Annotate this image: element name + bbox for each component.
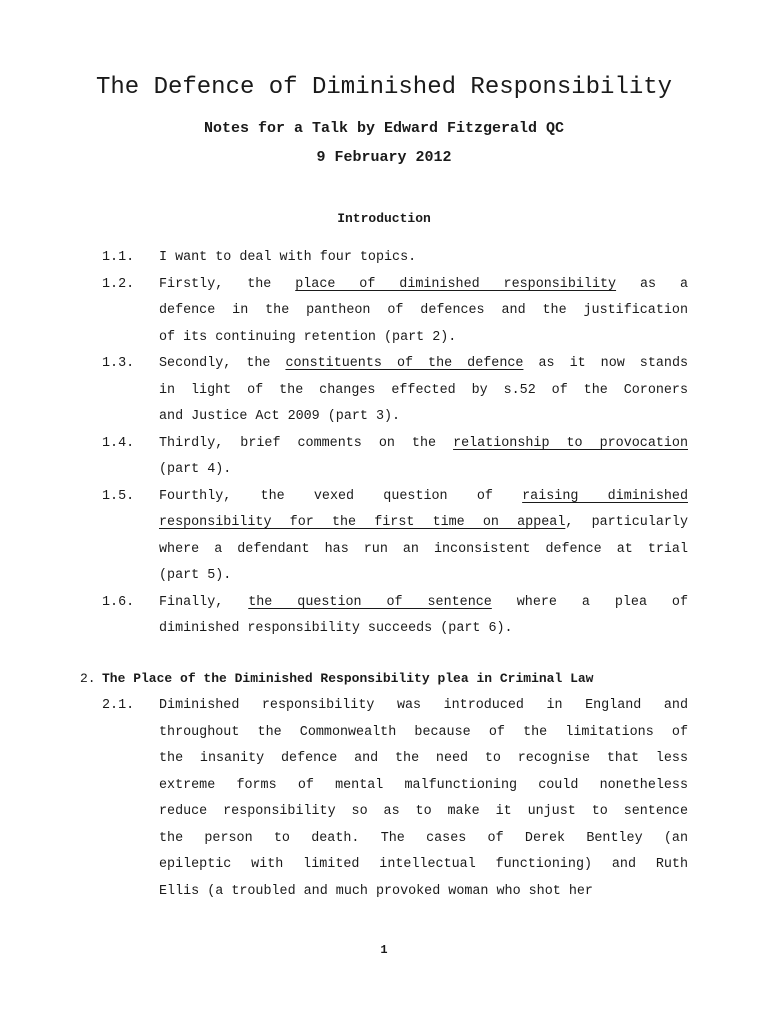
- page-number: 1: [380, 943, 388, 957]
- text-run: Diminished responsibility was introduced in England and: [159, 698, 688, 713]
- paragraph-line: [159, 351, 688, 378]
- paragraph-line: [159, 537, 688, 564]
- paragraph-line: [159, 378, 688, 405]
- paragraph-number: 1.3.: [102, 356, 135, 371]
- text-run: Firstly, the: [159, 276, 296, 292]
- paragraph-line: [159, 773, 688, 800]
- text-run: and Justice Act 2009 (part 3).: [159, 409, 401, 424]
- paragraph-number: 1.5.: [102, 488, 135, 504]
- paragraph-number: 1.1.: [102, 250, 135, 265]
- paragraph-line: [159, 852, 688, 879]
- paragraph-line: [159, 245, 688, 272]
- paragraph-text: [159, 245, 688, 272]
- paragraph-line: [159, 563, 688, 590]
- underlined-phrase: responsibility for the first time on appeal: [159, 515, 566, 530]
- paragraph-line: [159, 325, 688, 352]
- part-2-number: 2.: [80, 671, 96, 686]
- paragraph-line: [159, 693, 688, 720]
- part-2-heading: [80, 668, 680, 690]
- paragraph-text: [159, 351, 688, 431]
- paragraph-line: [159, 457, 688, 484]
- text-run: (part 5).: [159, 568, 232, 583]
- text-run: as it now stands: [523, 356, 688, 371]
- paragraph-line: [159, 298, 688, 325]
- paragraph-number: 2.1.: [102, 698, 135, 713]
- text-run: as a: [616, 276, 688, 292]
- paragraph-line: [159, 720, 688, 747]
- underlined-phrase: constituents of the defence: [285, 356, 524, 371]
- text-run: throughout the Commonwealth because of the limitations of: [159, 724, 688, 740]
- paragraph-line: [159, 404, 688, 431]
- underlined-phrase: the question of sentence: [248, 594, 492, 610]
- text-run: Ellis (a troubled and much provoked woman who shot her: [159, 883, 593, 899]
- paragraph-text: [159, 693, 688, 905]
- paragraph-text: [159, 431, 688, 484]
- text-run: where a defendant has run an inconsistent defence at trial: [159, 541, 688, 557]
- paragraph-line: [159, 590, 688, 617]
- paragraph-line: [159, 272, 688, 299]
- paragraph-number: 1.4.: [102, 435, 135, 451]
- text-run: I want to deal with four topics.: [159, 250, 417, 265]
- paragraph-line: [159, 484, 688, 511]
- text-run: Thirdly, brief comments on the: [159, 435, 454, 451]
- paragraph-number: 1.6.: [102, 594, 135, 610]
- text-run: of its continuing retention (part 2).: [159, 329, 457, 345]
- text-run: Secondly, the: [159, 356, 286, 371]
- text-run: , particularly: [565, 515, 688, 530]
- paragraph-line: [159, 616, 688, 643]
- text-run: where a plea of: [491, 594, 688, 610]
- introduction-heading: Introduction: [337, 211, 431, 226]
- text-run: the person to death. The cases of Derek Bentley (an: [159, 830, 688, 846]
- document-title: The Defence of Diminished Responsibility: [95, 74, 673, 101]
- document-date: 9 February 2012: [316, 149, 452, 166]
- paragraph-line: [159, 879, 688, 906]
- text-run: extreme forms of mental malfunctioning could nonetheless: [159, 777, 688, 793]
- text-run: the insanity defence and the need to recognise that less: [159, 751, 688, 766]
- paragraph-line: [159, 799, 688, 826]
- document-subtitle: Notes for a Talk by Edward Fitzgerald QC: [203, 120, 565, 137]
- text-run: Finally,: [159, 594, 249, 610]
- paragraph-text: [159, 272, 688, 352]
- text-run: (part 4).: [159, 462, 232, 477]
- paragraph-text: [159, 484, 688, 590]
- text-run: Fourthly, the vexed question of: [159, 488, 523, 504]
- text-run: defence in the pantheon of defences and the justification: [159, 303, 688, 318]
- text-run: epileptic with limited intellectual functioning) and Ruth: [159, 857, 688, 872]
- paragraph-line: [159, 826, 688, 853]
- paragraph-line: [159, 510, 688, 537]
- paragraph-text: [159, 590, 688, 643]
- text-run: diminished responsibility succeeds (part 6).: [159, 621, 513, 636]
- paragraph-line: [159, 746, 688, 773]
- underlined-phrase: relationship to provocation: [453, 435, 688, 451]
- paragraph-number: 1.2.: [102, 276, 135, 292]
- underlined-phrase: place of diminished responsibility: [295, 276, 617, 292]
- underlined-phrase: raising diminished: [522, 488, 688, 504]
- part-2-title: The Place of the Diminished Responsibility plea in Criminal Law: [102, 671, 594, 686]
- text-run: reduce responsibility so as to make it unjust to sentence: [159, 804, 688, 819]
- text-run: in light of the changes effected by s.52 of the Coroners: [159, 382, 688, 398]
- paragraph-line: [159, 431, 688, 458]
